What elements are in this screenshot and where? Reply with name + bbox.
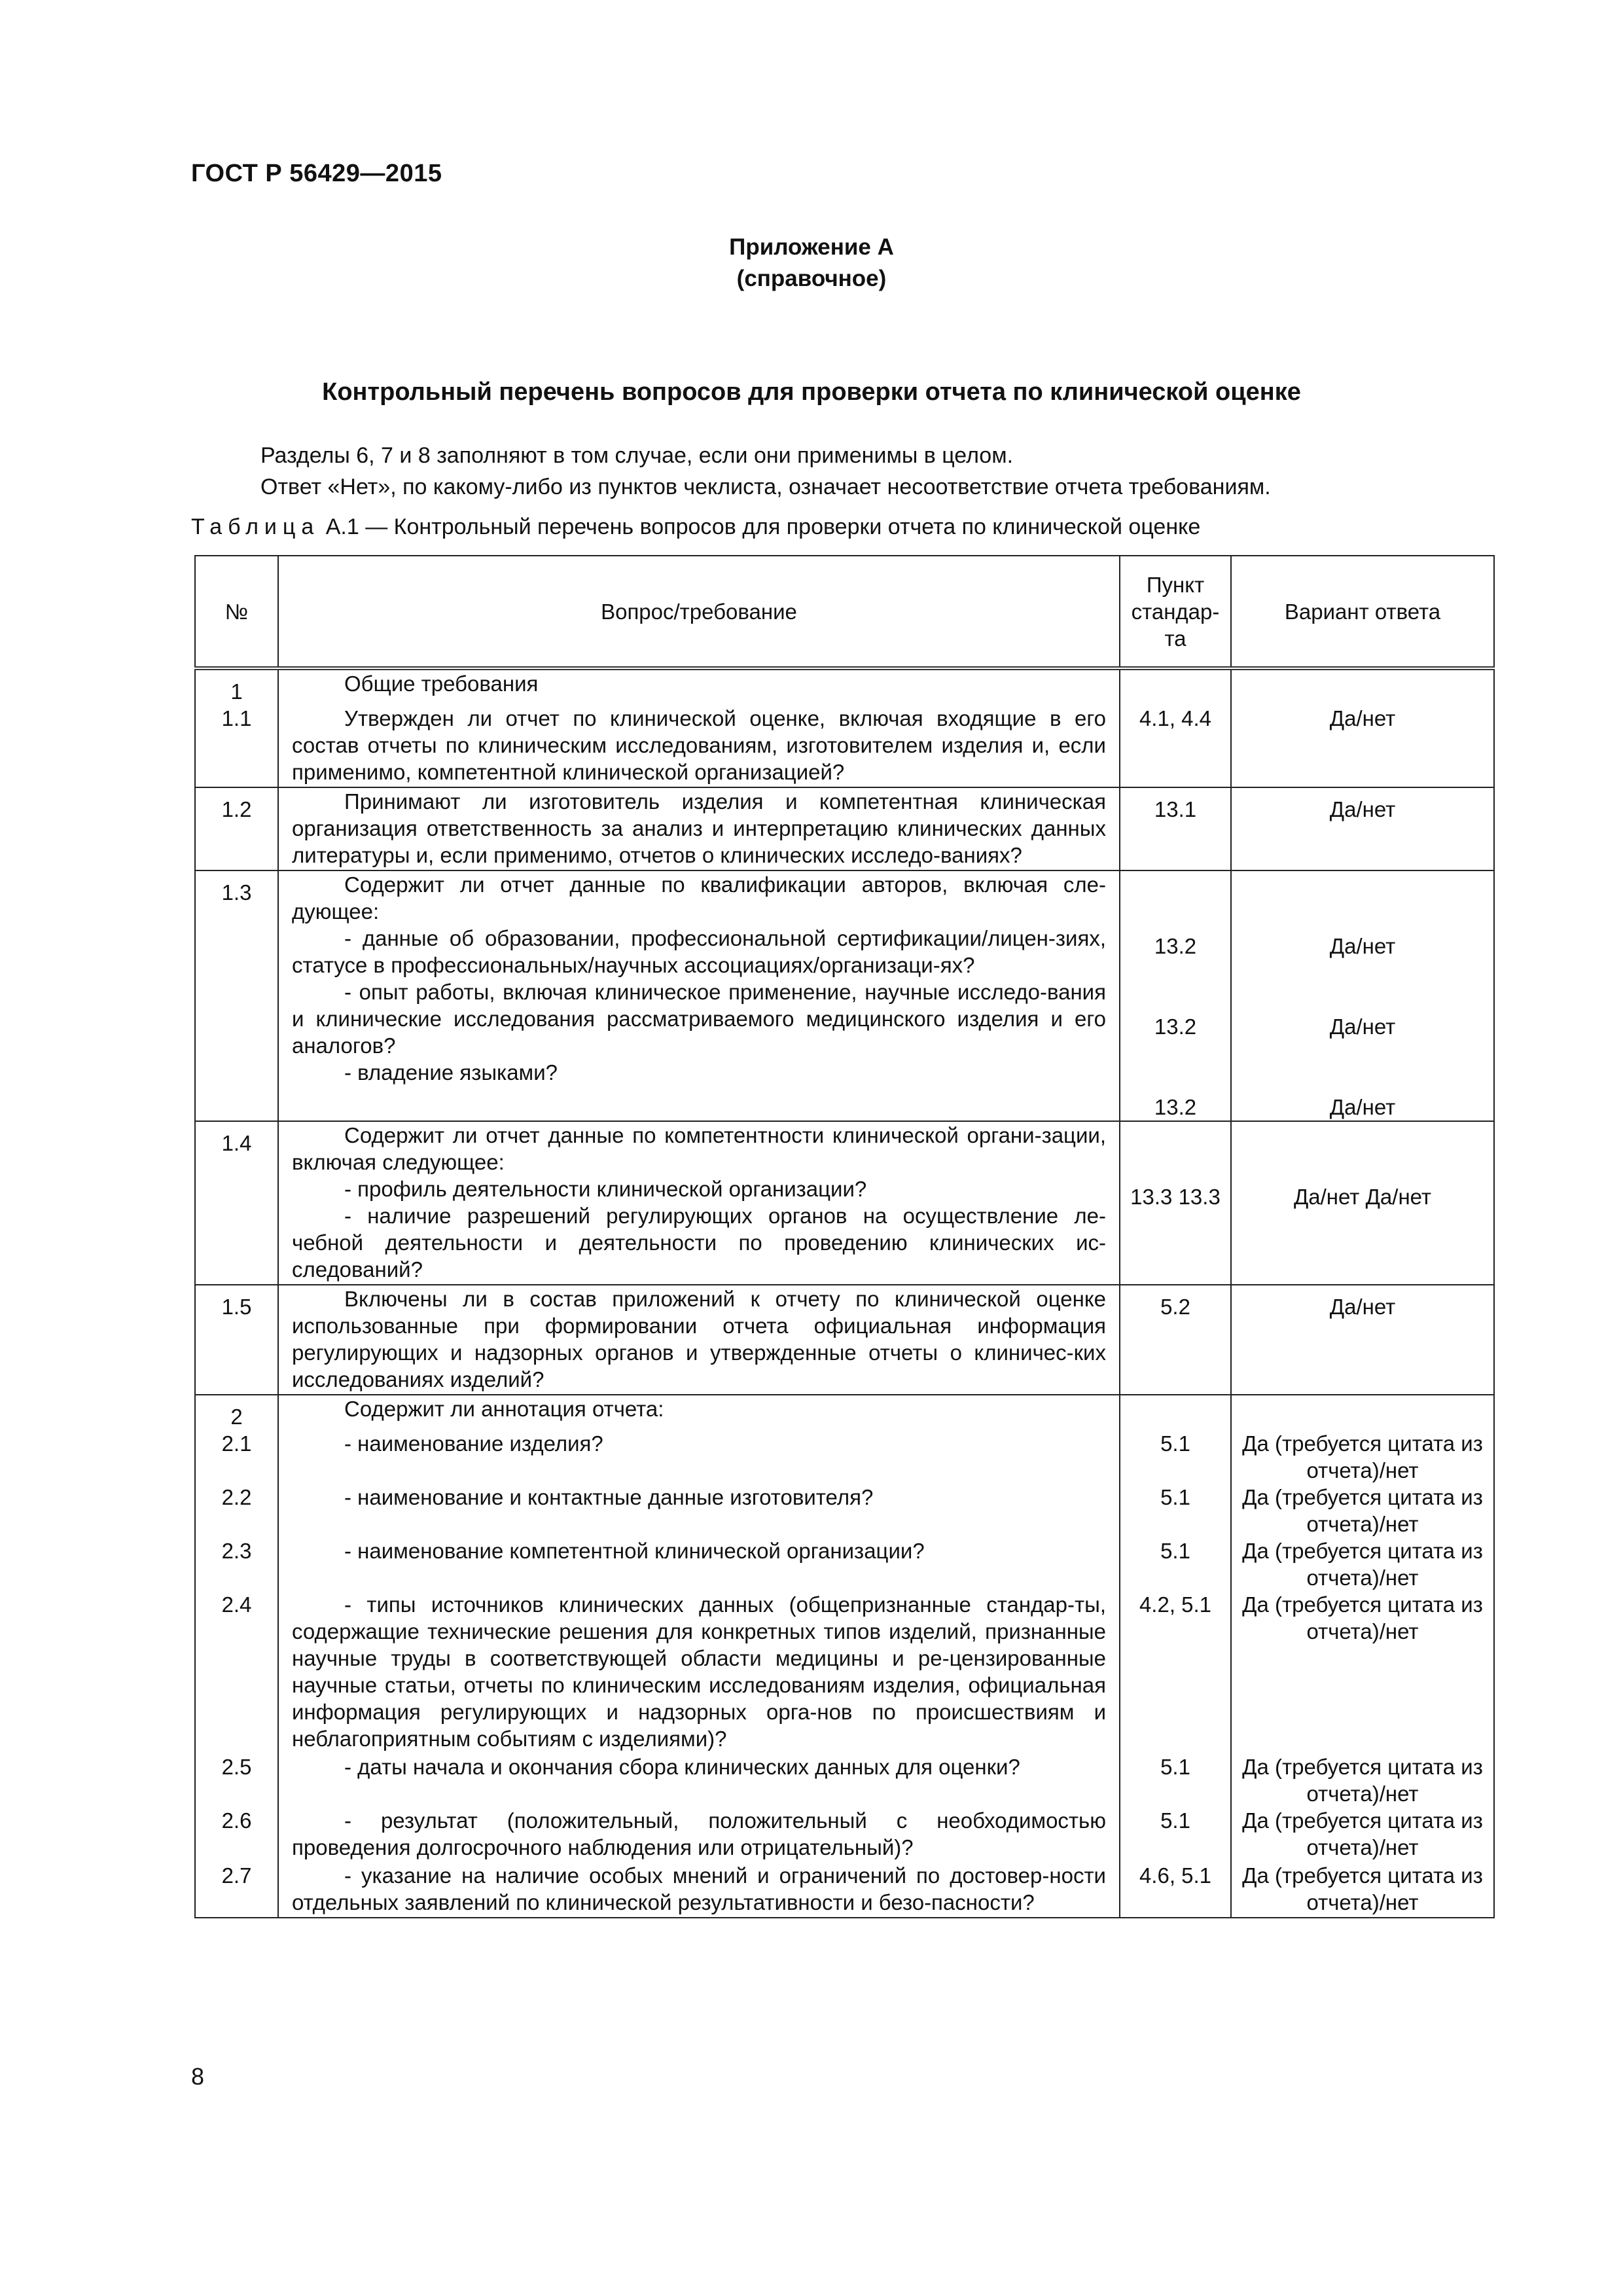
row-answer <box>1231 1753 1494 1807</box>
table-row <box>195 1430 1494 1484</box>
table-row <box>195 1395 1494 1430</box>
sub-clause: 13.3 <box>1130 1185 1173 1209</box>
question-text: Включены ли в состав приложений к отчету по клинической оценке использованные при формировании отчета официальная информация регулирующих и надзорных органов и утвержденные отчеты о клиничес-ких исследованиях изделий? <box>292 1287 1106 1391</box>
row-question <box>278 1285 1120 1395</box>
answer-line2: из отчета)/нет <box>1306 1755 1483 1806</box>
header-num: № <box>195 556 278 668</box>
table-row <box>195 1862 1494 1918</box>
sub-answer: Да/нет <box>1365 1185 1432 1209</box>
sub-question: - профиль деятельности клинической организации? <box>344 1177 867 1201</box>
row-clause: 5.1 <box>1120 1430 1231 1484</box>
answer-line1: Да (требуется цитата <box>1242 1863 1455 1888</box>
row-answer <box>1231 1484 1494 1537</box>
row-number: 2.1 <box>195 1430 278 1484</box>
page-number: 8 <box>191 2063 205 2090</box>
row-answer <box>1231 1862 1494 1918</box>
row-clause <box>1120 870 1231 1121</box>
row-question <box>278 668 1120 705</box>
checklist-table <box>194 555 1495 1918</box>
answer-line1: Да (требуется цитата <box>1242 1431 1455 1456</box>
table-row <box>195 1484 1494 1537</box>
sub-clause: 13.2 <box>1154 934 1197 958</box>
row-answer <box>1231 1121 1494 1285</box>
sub-question: - наличие разрешений регулирующих органов на осуществление ле-чебной деятельности и деятельности по проведению клинических ис-следований? <box>292 1204 1106 1282</box>
table-row <box>195 1807 1494 1862</box>
answer-line2: из отчета)/нет <box>1306 1592 1483 1643</box>
intro-notes <box>260 440 1271 503</box>
question-text: - результат (положительный, положительный с необходимостью проведения долгосрочного наблюдения или отрицательный)? <box>292 1808 1106 1859</box>
row-clause: 5.2 <box>1120 1285 1231 1395</box>
sub-clause: 13.2 <box>1154 1095 1197 1119</box>
answer-line2: из отчета)/нет <box>1306 1808 1483 1859</box>
answer-line1: Да (требуется цитата <box>1242 1485 1455 1509</box>
row-answer: Да/нет <box>1231 787 1494 870</box>
row-question <box>278 1807 1120 1862</box>
row-answer <box>1231 1537 1494 1591</box>
standard-identifier: ГОСТ Р 56429—2015 <box>191 160 442 187</box>
table-row <box>195 1285 1494 1395</box>
row-question <box>278 870 1120 1121</box>
question-text: Содержит ли отчет данные по квалификации авторов, включая сле-дующее: <box>292 872 1106 924</box>
section-heading: Содержит ли аннотация отчета: <box>344 1397 664 1421</box>
row-answer: Да/нет <box>1231 705 1494 787</box>
table-row <box>195 668 1494 705</box>
row-number: 1 <box>195 668 278 705</box>
row-clause: 5.1 <box>1120 1484 1231 1537</box>
row-clause: 4.1, 4.4 <box>1120 705 1231 787</box>
appendix-label: Приложение А <box>729 234 894 260</box>
row-question <box>278 1484 1120 1537</box>
row-number: 2.6 <box>195 1807 278 1862</box>
sub-clause: 13.2 <box>1154 1014 1197 1039</box>
question-text: - типы источников клинических данных (общепризнанные стандар-ты, содержащие технические решения для конкретных типов изделий, признанные научные труды в соответствующей области медицины и ре-цензированные научные статьи, отчеты по клиническим исследованиям изделия, официальная информация регулирующих и надзорных орга-нов по происшествиям и неблагоприятным событиям с изделиями)? <box>292 1592 1106 1751</box>
header-clause-line1: Пункт <box>1146 572 1205 597</box>
table-row <box>195 1753 1494 1807</box>
question-text: - наименование и контактные данные изготовителя? <box>344 1485 874 1509</box>
question-text: - наименование изделия? <box>344 1431 603 1456</box>
answer-line1: Да (требуется цитата <box>1242 1592 1455 1617</box>
row-answer: Да/нет <box>1231 1285 1494 1395</box>
row-number: 1.4 <box>195 1121 278 1285</box>
answer-line2: из отчета)/нет <box>1306 1539 1483 1590</box>
header-clause-line3: та <box>1164 626 1186 651</box>
row-question <box>278 1395 1120 1430</box>
row-clause: 5.1 <box>1120 1537 1231 1591</box>
row-number: 2.3 <box>195 1537 278 1591</box>
row-answer <box>1231 1591 1494 1753</box>
row-question <box>278 787 1120 870</box>
table-caption-prefix: Таблица <box>191 514 320 539</box>
table-row <box>195 1537 1494 1591</box>
row-clause <box>1120 668 1231 705</box>
question-text: Утвержден ли отчет по клинической оценке, включая входящие в его состав отчеты по клиническим исследованиям, изготовителем изделия и, если применимо, компетентной клинической организацией? <box>292 706 1106 784</box>
row-clause <box>1120 1395 1231 1430</box>
header-question: Вопрос/требование <box>278 556 1120 668</box>
row-clause: 5.1 <box>1120 1753 1231 1807</box>
appendix-heading <box>0 232 1623 295</box>
appendix-status: (справочное) <box>736 266 887 291</box>
row-number: 2 <box>195 1395 278 1430</box>
question-text: - наименование компетентной клинической организации? <box>344 1539 925 1563</box>
header-clause-line2: стандар- <box>1131 599 1220 624</box>
answer-line1: Да (требуется цитата <box>1242 1808 1455 1833</box>
row-question <box>278 1430 1120 1484</box>
row-clause: 4.2, 5.1 <box>1120 1591 1231 1753</box>
row-clause: 13.1 <box>1120 787 1231 870</box>
table-row <box>195 787 1494 870</box>
row-number: 2.2 <box>195 1484 278 1537</box>
question-text: - указание на наличие особых мнений и ограничений по достовер-ности отдельных заявлений по клинической результативности и безо-пасности? <box>292 1863 1106 1914</box>
row-question <box>278 1862 1120 1918</box>
answer-line2: из отчета)/нет <box>1306 1431 1483 1482</box>
sub-answer: Да/нет <box>1329 934 1396 958</box>
row-answer <box>1231 1395 1494 1430</box>
answer-line1: Да (требуется цитата <box>1242 1539 1455 1563</box>
row-clause <box>1120 1121 1231 1285</box>
table-row <box>195 870 1494 1121</box>
answer-line2: из отчета)/нет <box>1306 1485 1483 1536</box>
section-heading: Общие требования <box>344 672 539 696</box>
row-answer <box>1231 1807 1494 1862</box>
table-row <box>195 1591 1494 1753</box>
row-clause: 5.1 <box>1120 1807 1231 1862</box>
table-row <box>195 1121 1494 1285</box>
row-number: 1.5 <box>195 1285 278 1395</box>
note-sections: Разделы 6, 7 и 8 заполняют в том случае, если они применимы в целом. <box>260 443 1014 468</box>
sub-answer: Да/нет <box>1293 1185 1360 1209</box>
header-answer: Вариант ответа <box>1231 556 1494 668</box>
row-number: 2.7 <box>195 1862 278 1918</box>
header-clause <box>1120 556 1231 668</box>
row-clause: 4.6, 5.1 <box>1120 1862 1231 1918</box>
row-answer <box>1231 1430 1494 1484</box>
row-question <box>278 1591 1120 1753</box>
sub-clause: 13.3 <box>1178 1185 1221 1209</box>
row-question <box>278 1753 1120 1807</box>
sub-question: - владение языками? <box>344 1060 558 1085</box>
row-question <box>278 1537 1120 1591</box>
sub-answer: Да/нет <box>1329 1095 1396 1119</box>
answer-line1: Да (требуется цитата <box>1242 1755 1455 1779</box>
row-number: 2.4 <box>195 1591 278 1753</box>
question-text: - даты начала и окончания сбора клинических данных для оценки? <box>344 1755 1020 1779</box>
note-answer-no: Ответ «Нет», по какому-либо из пунктов чеклиста, означает несоответствие отчета требованиям. <box>260 475 1271 499</box>
question-text: Содержит ли отчет данные по компетентности клинической органи-зации, включая следующее: <box>292 1123 1106 1174</box>
table-header-row <box>195 556 1494 668</box>
table-caption-text: А.1 — Контрольный перечень вопросов для проверки отчета по клинической оценке <box>319 514 1201 539</box>
row-answer <box>1231 668 1494 705</box>
row-answer <box>1231 870 1494 1121</box>
question-text: Принимают ли изготовитель изделия и компетентная клиническая организация ответственность за анализ и интерпретацию клинических данных литературы и, если применимо, отчетов о клинических исследо-ваниях? <box>292 789 1106 867</box>
row-number: 1.2 <box>195 787 278 870</box>
document-title: Контрольный перечень вопросов для проверки отчета по клинической оценке <box>322 378 1301 406</box>
row-question <box>278 705 1120 787</box>
sub-answer: Да/нет <box>1329 1014 1396 1039</box>
table-caption <box>191 514 1200 540</box>
table-row <box>195 705 1494 787</box>
row-question <box>278 1121 1120 1285</box>
row-number: 1.3 <box>195 870 278 1121</box>
row-number: 2.5 <box>195 1753 278 1807</box>
row-number: 1.1 <box>195 705 278 787</box>
sub-question: - опыт работы, включая клиническое применение, научные исследо-вания и клинические исследования рассматриваемого медицинского изделия и его аналогов? <box>292 980 1106 1058</box>
answer-line2: из отчета)/нет <box>1306 1863 1483 1914</box>
sub-question: - данные об образовании, профессиональной сертификации/лицен-зиях, статусе в профессиональных/научных ассоциациях/организаци-ях? <box>292 926 1106 977</box>
